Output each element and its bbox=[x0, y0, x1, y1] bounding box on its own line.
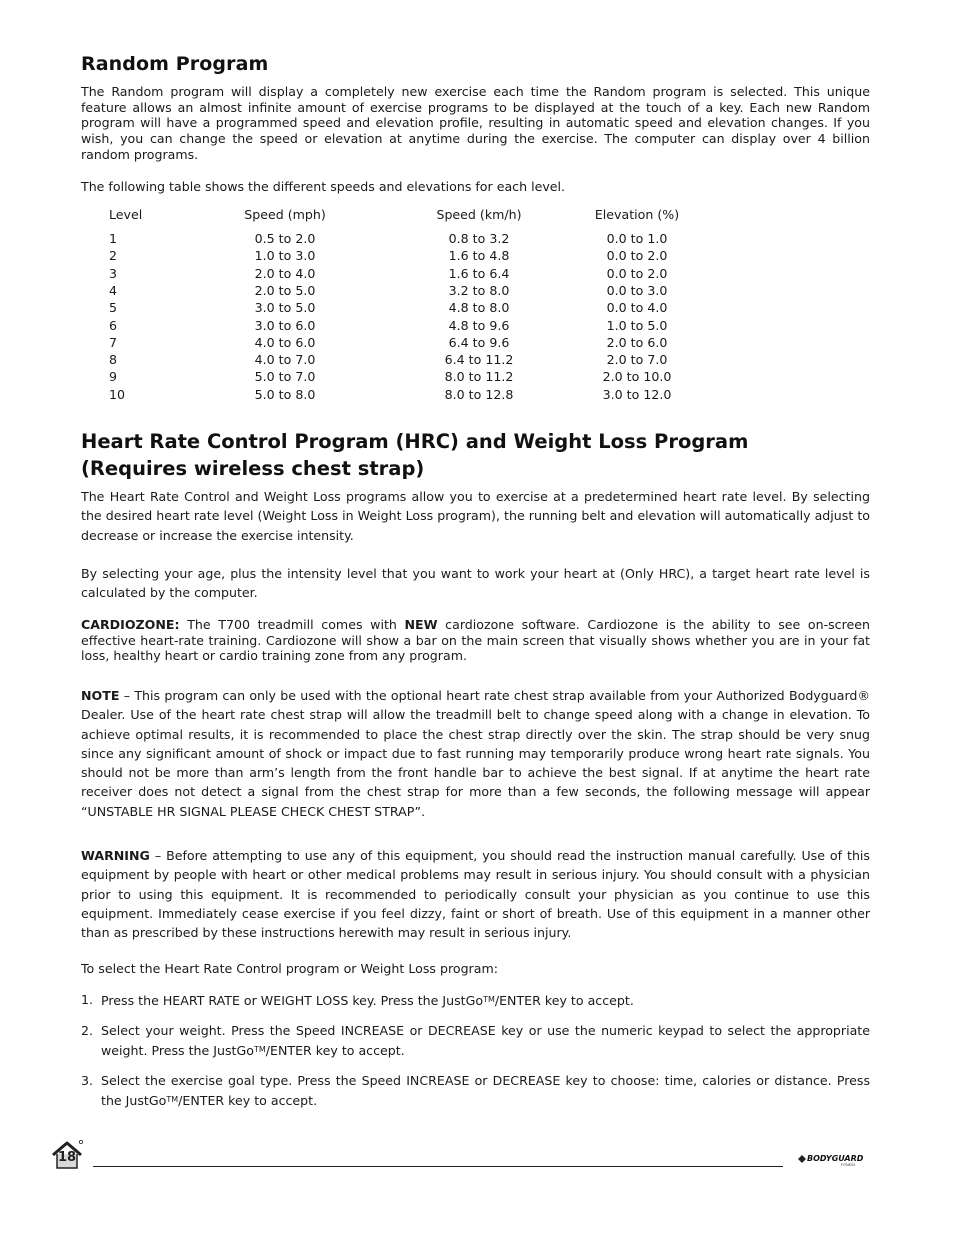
hrc-paragraph-2: By selecting your age, plus the intensity level that you want to work your heart at (Only HRC), a target heart rate level is calculated by the computer. bbox=[81, 566, 870, 601]
cell-elevation: 0.0 to 2.0 bbox=[606, 265, 668, 281]
cell-speed-mph: 2.0 to 4.0 bbox=[254, 265, 316, 281]
step-text bbox=[101, 990, 870, 1010]
cell-speed-kmh: 6.4 to 11.2 bbox=[444, 352, 514, 368]
cardiozone-label: CARDIOZONE: bbox=[81, 617, 180, 632]
cell-level: 7 bbox=[109, 334, 118, 350]
header-level: Level bbox=[109, 207, 143, 222]
brand-name: BODYGUARD bbox=[807, 1154, 864, 1163]
cell-speed-mph: 0.5 to 2.0 bbox=[254, 231, 316, 246]
step-number: 3. bbox=[81, 1073, 94, 1088]
header-speed-mph: Speed (mph) bbox=[244, 207, 326, 222]
bodyguard-logo bbox=[797, 1151, 869, 1167]
cell-level: 10 bbox=[109, 386, 126, 402]
hrc-heading-line2: (Requires wireless chest strap) bbox=[81, 457, 425, 480]
step-text-b: /ENTER key to accept. bbox=[494, 993, 634, 1008]
cell-speed-mph: 3.0 to 6.0 bbox=[254, 317, 316, 333]
cell-speed-kmh: 8.0 to 11.2 bbox=[444, 369, 514, 385]
cell-speed-kmh: 8.0 to 12.8 bbox=[444, 386, 514, 402]
cardiozone-paragraph bbox=[81, 617, 870, 664]
header-speed-kmh: Speed (km/h) bbox=[436, 207, 522, 222]
cardiozone-text-b: cardiozone software. Cardiozone is the ability to see on-screen effective heart-rate training. Cardiozone will show a bar on the main screen that visually shows whether you are in your fat loss, healthy heart or cardio training zone from any program. bbox=[81, 617, 870, 664]
step-text-a: Select the exercise goal type. Press the Speed INCREASE or DECREASE key to choose: time, calories or distance. Press the JustGo bbox=[101, 1073, 870, 1109]
cell-level: 6 bbox=[109, 317, 118, 333]
brand-sub: FITNESS bbox=[841, 1163, 856, 1167]
cell-speed-kmh: 0.8 to 3.2 bbox=[448, 231, 510, 246]
note-paragraph bbox=[81, 686, 870, 821]
table-row bbox=[109, 300, 709, 317]
cardiozone-text-a: The T700 treadmill comes with bbox=[179, 617, 405, 632]
step-text-b: /ENTER key to accept. bbox=[178, 1093, 318, 1109]
step-number: 1. bbox=[81, 992, 94, 1007]
cell-speed-mph: 3.0 to 5.0 bbox=[254, 300, 316, 316]
cell-level: 8 bbox=[109, 352, 118, 368]
table-row bbox=[109, 231, 709, 248]
page-number: 18 bbox=[57, 1150, 77, 1165]
cell-elevation: 0.0 to 1.0 bbox=[606, 231, 668, 246]
table-header-row bbox=[109, 207, 709, 224]
cell-elevation: 2.0 to 6.0 bbox=[606, 334, 668, 350]
table-row bbox=[109, 335, 709, 352]
table-row bbox=[109, 266, 709, 283]
section-heading-hrc bbox=[81, 428, 881, 482]
cell-speed-kmh: 6.4 to 9.6 bbox=[448, 334, 510, 350]
warning-paragraph bbox=[81, 846, 870, 942]
cell-speed-kmh: 1.6 to 6.4 bbox=[448, 265, 510, 281]
table-row bbox=[109, 352, 709, 369]
table-row bbox=[109, 283, 709, 300]
cell-speed-kmh: 4.8 to 9.6 bbox=[448, 317, 510, 333]
brand-mark-icon bbox=[798, 1155, 806, 1163]
table-row bbox=[109, 387, 709, 404]
table-row bbox=[109, 318, 709, 335]
table-row bbox=[109, 369, 709, 386]
note-label: NOTE bbox=[81, 688, 120, 703]
select-intro-text: To select the Heart Rate Control program or Weight Loss program: bbox=[81, 961, 498, 976]
cell-speed-mph: 4.0 to 6.0 bbox=[254, 334, 316, 350]
cell-elevation: 1.0 to 5.0 bbox=[606, 317, 668, 333]
table-row bbox=[109, 248, 709, 265]
cell-level: 1 bbox=[109, 231, 118, 246]
step-text bbox=[101, 1021, 870, 1061]
cell-level: 9 bbox=[109, 369, 118, 385]
header-elevation: Elevation (%) bbox=[594, 207, 680, 222]
warning-label: WARNING bbox=[81, 848, 150, 863]
cell-level: 3 bbox=[109, 265, 118, 281]
cell-elevation: 2.0 to 10.0 bbox=[602, 369, 672, 385]
warning-text: – Before attempting to use any of this equipment, you should read the instruction manual carefully. Use of this equipment by people with heart or other medical problems may result in serious injury. You should consult with a physician prior to using this equipment. It is recommended to periodically consult your physician as you continue to use this equipment. Immediately cease exercise if you feel dizzy, faint or short of breath. Use of this equipment in a manner other than as prescribed by these instructions herewith may result in serious injury. bbox=[81, 848, 870, 941]
cell-level: 5 bbox=[109, 300, 118, 316]
trademark-mark: TM bbox=[166, 1095, 179, 1105]
section-heading-random-program: Random Program bbox=[81, 53, 269, 75]
cell-elevation: 3.0 to 12.0 bbox=[602, 386, 672, 402]
hrc-heading-line1: Heart Rate Control Program (HRC) and Weight Loss Program bbox=[81, 430, 749, 453]
cell-elevation: 2.0 to 7.0 bbox=[606, 352, 668, 368]
cell-elevation: 0.0 to 3.0 bbox=[606, 282, 668, 298]
random-intro-paragraph: The Random program will display a completely new exercise each time the Random program is selected. This unique feature allows an almost infinite amount of exercise programs to be displayed at the touch of a key. Each new Random program will have a programmed speed and elevation profile, resulting in automatic speed and elevation changes. If you wish, you can change the speed or elevation at anytime during the exercise. The computer can display over 4 billion random programs. bbox=[81, 84, 870, 162]
cell-speed-kmh: 3.2 to 8.0 bbox=[448, 282, 510, 298]
cell-speed-mph: 2.0 to 5.0 bbox=[254, 282, 316, 298]
table-intro-text: The following table shows the different speeds and elevations for each level. bbox=[81, 179, 566, 194]
footer-divider bbox=[93, 1166, 783, 1167]
trademark-mark: TM bbox=[483, 995, 495, 1004]
cell-speed-kmh: 1.6 to 4.8 bbox=[448, 248, 510, 264]
cell-elevation: 0.0 to 4.0 bbox=[606, 300, 668, 316]
trademark-mark: TM bbox=[253, 1045, 266, 1055]
cell-speed-mph: 1.0 to 3.0 bbox=[254, 248, 316, 264]
cell-speed-kmh: 4.8 to 8.0 bbox=[448, 300, 510, 316]
cell-level: 4 bbox=[109, 282, 118, 298]
cell-elevation: 0.0 to 2.0 bbox=[606, 248, 668, 264]
cell-speed-mph: 5.0 to 8.0 bbox=[254, 386, 316, 402]
step-text-b: /ENTER key to accept. bbox=[265, 1043, 405, 1059]
step-number: 2. bbox=[81, 1023, 94, 1038]
step-text-a: Select your weight. Press the Speed INCREASE or DECREASE key or use the numeric keypad to select the appropriate weight. Press the JustGo bbox=[101, 1023, 870, 1059]
hrc-paragraph-1: The Heart Rate Control and Weight Loss programs allow you to exercise at a predetermined heart rate level. By selecting the desired heart rate level (Weight Loss in Weight Loss program), the running belt and elevation will automatically adjust to decrease or increase the exercise intensity. bbox=[81, 489, 870, 543]
note-text: – This program can only be used with the optional heart rate chest strap available from your Authorized Bodyguard® Dealer. Use of the heart rate chest strap will allow the treadmill belt to change speed along with a change in elevation. To achieve optimal results, it is recommended to place the chest strap directly over the skin. The strap should be very snug since any significant amount of shock or impact due to fast running may temporarily produce wrong heart rate signals. You should not be more than arm’s length from the front handle bar to achieve the best signal. If at anytime the heart rate receiver does not detect a signal from the chest strap for more than a few seconds, the following message will appear “UNSTABLE HR SIGNAL PLEASE CHECK CHEST STRAP”. bbox=[81, 688, 870, 819]
cell-level: 2 bbox=[109, 248, 118, 264]
cell-speed-mph: 5.0 to 7.0 bbox=[254, 369, 316, 385]
step-text-a: Press the HEART RATE or WEIGHT LOSS key. Press the JustGo bbox=[101, 993, 484, 1008]
step-text bbox=[101, 1071, 870, 1111]
cell-speed-mph: 4.0 to 7.0 bbox=[254, 352, 316, 368]
cardiozone-new: NEW bbox=[404, 617, 438, 632]
